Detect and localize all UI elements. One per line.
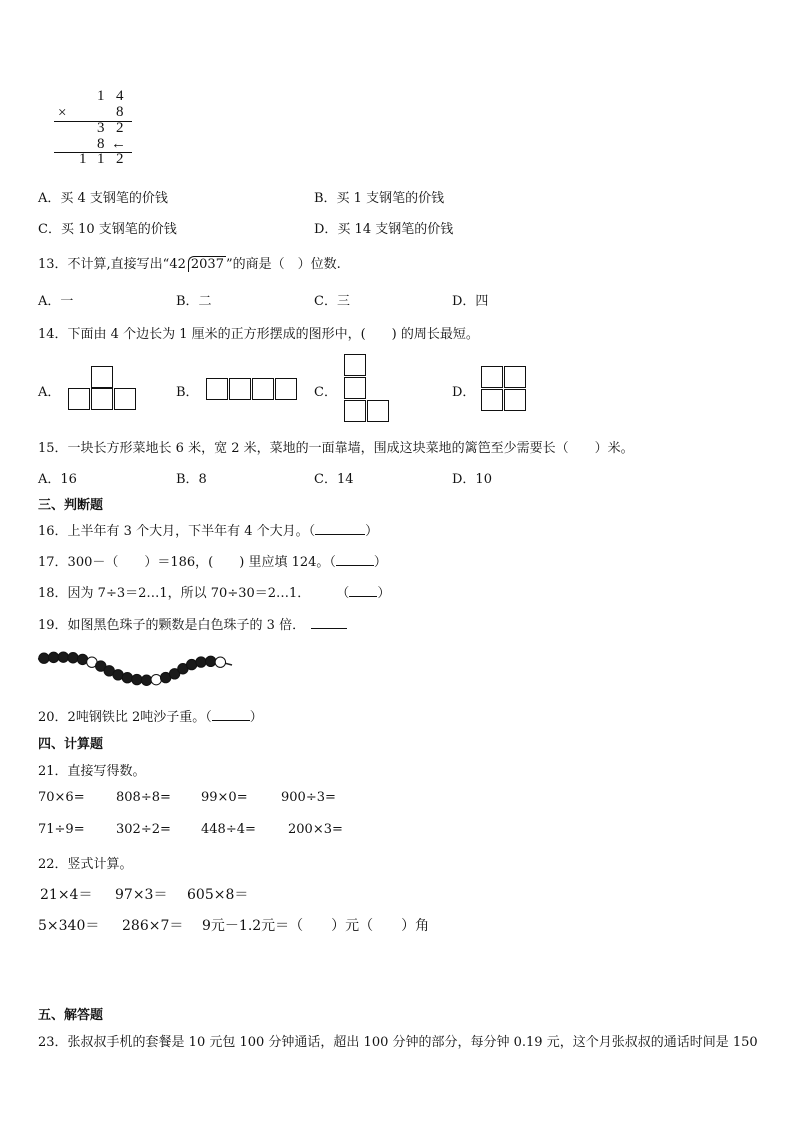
mult-digit: 1 [97,88,105,104]
question-text: 20．2吨钢铁比 2吨沙子重。（ [38,710,212,725]
question-21: 21．直接写得数。 [38,764,146,779]
answer-blank[interactable] [311,616,347,629]
question-text: 17．300－（ ）＝186，( ) 里应填 124。（ [38,555,336,570]
question-14: 14．下面由 4 个边长为 1 厘米的正方形摆成的图形中，( ) 的周长最短。 [38,327,479,342]
white-bead [215,657,225,667]
mult-digit: 8 [97,136,105,152]
black-bead [122,673,132,683]
divisor: 42 [169,257,186,272]
mult-digit: 3 [97,120,105,136]
black-bead [58,652,68,662]
calc-item[interactable]: 286×7＝ [122,918,184,934]
calc-item[interactable]: 71÷9= [38,822,85,837]
black-bead [68,653,78,663]
section-heading: 五、解答题 [38,1008,104,1023]
question-text: 16．上半年有 3 个大月，下半年有 4 个大月。（ [38,524,316,539]
option-a[interactable]: A．买 4 支钢笔的价钱 [38,191,168,206]
question-16 [38,520,378,539]
calc-item[interactable]: 302÷2= [116,822,171,837]
section-heading: 四、计算题 [38,737,104,752]
mult-digit: 1 [79,151,87,167]
question-text: ） [249,710,263,725]
calc-item[interactable]: 200×3= [288,822,343,837]
question-13 [38,253,341,272]
black-bead [48,652,58,662]
mult-digit: 4 [116,88,124,104]
option-b[interactable]: B．二 [176,294,212,309]
option-c[interactable]: C．14 [314,472,354,487]
question-15: 15．一块长方形菜地长 6 米，宽 2 米，菜地的一面靠墙，围成这块菜地的篱笆至少需要长（ ）米。 [38,441,634,456]
question-text: 13．不计算,直接写出“ [38,257,170,272]
option-b[interactable]: B．8 [176,472,207,487]
option-a-label[interactable]: A． [38,385,61,400]
question-text: 18．因为 7÷3＝2…1，所以 70÷30＝2…1． （ [38,586,350,601]
black-bead [186,659,196,669]
option-d-label[interactable]: D． [452,385,476,400]
mult-digit: 8 [116,104,124,120]
answer-blank[interactable] [349,584,377,597]
option-a[interactable]: A．16 [38,472,77,487]
white-bead [151,674,161,684]
calc-item[interactable]: 448÷4= [201,822,256,837]
question-19 [38,614,347,633]
answer-blank[interactable] [212,708,250,721]
question-text: ） [373,555,387,570]
black-bead [196,657,206,667]
answer-blank[interactable] [336,553,374,566]
question-text: 19．如图黑色珠子的颗数是白色珠子的 3 倍． [38,618,306,633]
black-bead [132,674,142,684]
section-heading: 三、判断题 [38,498,104,513]
option-d[interactable]: D．10 [452,472,492,487]
black-bead [141,675,151,685]
multiply-sign: × [58,105,67,121]
calc-item[interactable]: 97×3＝ [115,887,168,903]
calc-item[interactable]: 99×0= [201,790,248,805]
calc-item[interactable]: 9元－1.2元＝（ ）元（ ）角 [202,918,430,934]
calc-item[interactable]: 808÷8= [116,790,171,805]
option-c-label[interactable]: C． [314,385,337,400]
calc-item[interactable]: 21×4＝ [40,887,93,903]
option-c[interactable]: C．买 10 支钢笔的价钱 [38,222,177,237]
option-a[interactable]: A．一 [38,294,74,309]
black-bead [77,654,87,664]
black-bead [205,656,215,666]
question-20 [38,706,263,725]
option-b[interactable]: B．买 1 支钢笔的价钱 [314,191,445,206]
option-b-label[interactable]: B． [176,385,199,400]
answer-blank[interactable] [315,522,365,535]
calc-item[interactable]: 900÷3= [281,790,336,805]
calc-item[interactable]: 70×6= [38,790,85,805]
beads-figure [36,645,236,689]
question-text: ”的商是（ ）位数. [225,257,341,272]
question-18 [38,582,390,601]
mult-digit: 2 [116,120,124,136]
mult-digit: 2 [116,151,124,167]
mult-digit: 1 [97,151,105,167]
question-text: ） [377,586,391,601]
question-23: 23．张叔叔手机的套餐是 10 元包 100 分钟通话，超出 100 分钟的部分，每分钟 0.19 元，这个月张叔叔的通话时间是 150 [38,1035,758,1050]
left-arrow-icon: ← [111,136,126,152]
question-17 [38,551,387,570]
option-d[interactable]: D．四 [452,294,489,309]
calc-item[interactable]: 5×340＝ [38,918,100,934]
question-22: 22．竖式计算。 [38,857,133,872]
option-d[interactable]: D．买 14 支钢笔的价钱 [314,222,454,237]
dividend: 2037 [188,256,226,272]
calc-item[interactable]: 605×8＝ [187,887,249,903]
black-bead [39,653,49,663]
option-c[interactable]: C．三 [314,294,350,309]
question-text: ） [365,524,379,539]
